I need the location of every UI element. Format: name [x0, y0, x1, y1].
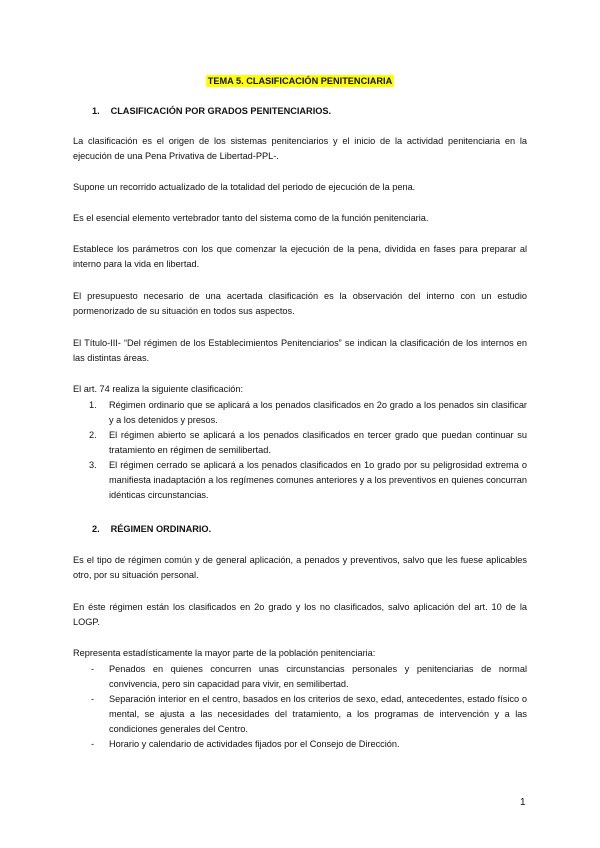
section-number: 1.: [92, 106, 100, 116]
paragraph: El art. 74 realiza la siguiente clasificación:: [73, 384, 244, 394]
list-marker: 3.: [89, 460, 97, 470]
list-item-text: Horario y calendario de actividades fijados por el Consejo de Dirección.: [109, 739, 400, 749]
page-number: 1: [520, 797, 526, 808]
list-marker: 2.: [89, 430, 97, 440]
list-marker: -: [91, 664, 95, 674]
section-title: CLASIFICACIÓN POR GRADOS PENITENCIARIOS.: [110, 106, 332, 116]
title-wrapper: [0, 74, 600, 89]
section-heading-1: [92, 104, 331, 119]
section-number: 2.: [92, 524, 100, 534]
list-item: [73, 398, 527, 428]
paragraph: Establece los parámetros con los que comenzar la ejecución de la pena, dividida en fases para preparar al interno para la vida en libertad.: [73, 244, 527, 269]
list-marker: 1.: [89, 400, 97, 410]
list-item-text: Régimen ordinario que se aplicará a los penados clasificados en 2o grado a los penados sin clasificar y a los detenidos y presos.: [109, 400, 527, 425]
document-title: TEMA 5. CLASIFICACIÓN PENITENCIARIA: [207, 76, 393, 86]
bullet-list: [73, 662, 527, 752]
numbered-list: [73, 398, 527, 503]
list-item-text: Separación interior en el centro, basados en los criterios de sexo, edad, antecedentes, estado físico o mental, se ajusta a las necesidades del tratamiento, a los programas de intervención y a las condiciones generales del Centro.: [109, 694, 527, 734]
paragraph: Es el tipo de régimen común y de general aplicación, a penados y preventivos, salvo que les fuese aplicables otro, por su situación personal.: [73, 555, 527, 580]
list-item: [73, 662, 527, 692]
list-item: [73, 737, 527, 752]
paragraph: Supone un recorrido actualizado de la totalidad del periodo de ejecución de la pena.: [73, 182, 416, 192]
paragraph: La clasificación es el origen de los sistemas penitenciarios y el inicio de la actividad penitenciaria en la ejecución de una Pena Privativa de Libertad-PPL-.: [73, 136, 527, 161]
list-item-text: El régimen abierto se aplicará a los penados clasificados en tercer grado que puedan continuar su tratamiento en régimen de semilibertad.: [109, 430, 527, 455]
list-item-text: Penados en quienes concurren unas circunstancias personales y penitenciarias de normal convivencia, pero sin capacidad para vivir, en semilibertad.: [109, 664, 527, 689]
list-item: [73, 458, 527, 503]
list-item: [73, 692, 527, 737]
section-title: RÉGIMEN ORDINARIO.: [110, 524, 212, 534]
paragraph: El presupuesto necesario de una acertada clasificación es la observación del interno con un estudio pormenorizado de su situación en todos sus aspectos.: [73, 291, 527, 316]
paragraph: El Título-III- “Del régimen de los Establecimientos Penitenciarios” se indican la clasificación de los internos en las distintas áreas.: [73, 338, 527, 363]
list-item: [73, 428, 527, 458]
paragraph: Representa estadísticamente la mayor parte de la población penitenciaria:: [73, 648, 376, 658]
paragraph: En éste régimen están los clasificados en 2o grado y los no clasificados, salvo aplicación del art. 10 de la LOGP.: [73, 602, 527, 627]
list-item-text: El régimen cerrado se aplicará a los penados clasificados en 1o grado por su peligrosidad extrema o manifiesta inadaptación a los regímenes comunes anteriores y a los preventivos en quienes concurran idénticas circunstancias.: [109, 460, 527, 500]
list-marker: -: [91, 739, 95, 749]
section-heading-2: [92, 522, 211, 537]
paragraph: Es el esencial elemento vertebrador tanto del sistema como de la función penitenciaria.: [73, 213, 429, 223]
list-marker: -: [91, 694, 95, 704]
